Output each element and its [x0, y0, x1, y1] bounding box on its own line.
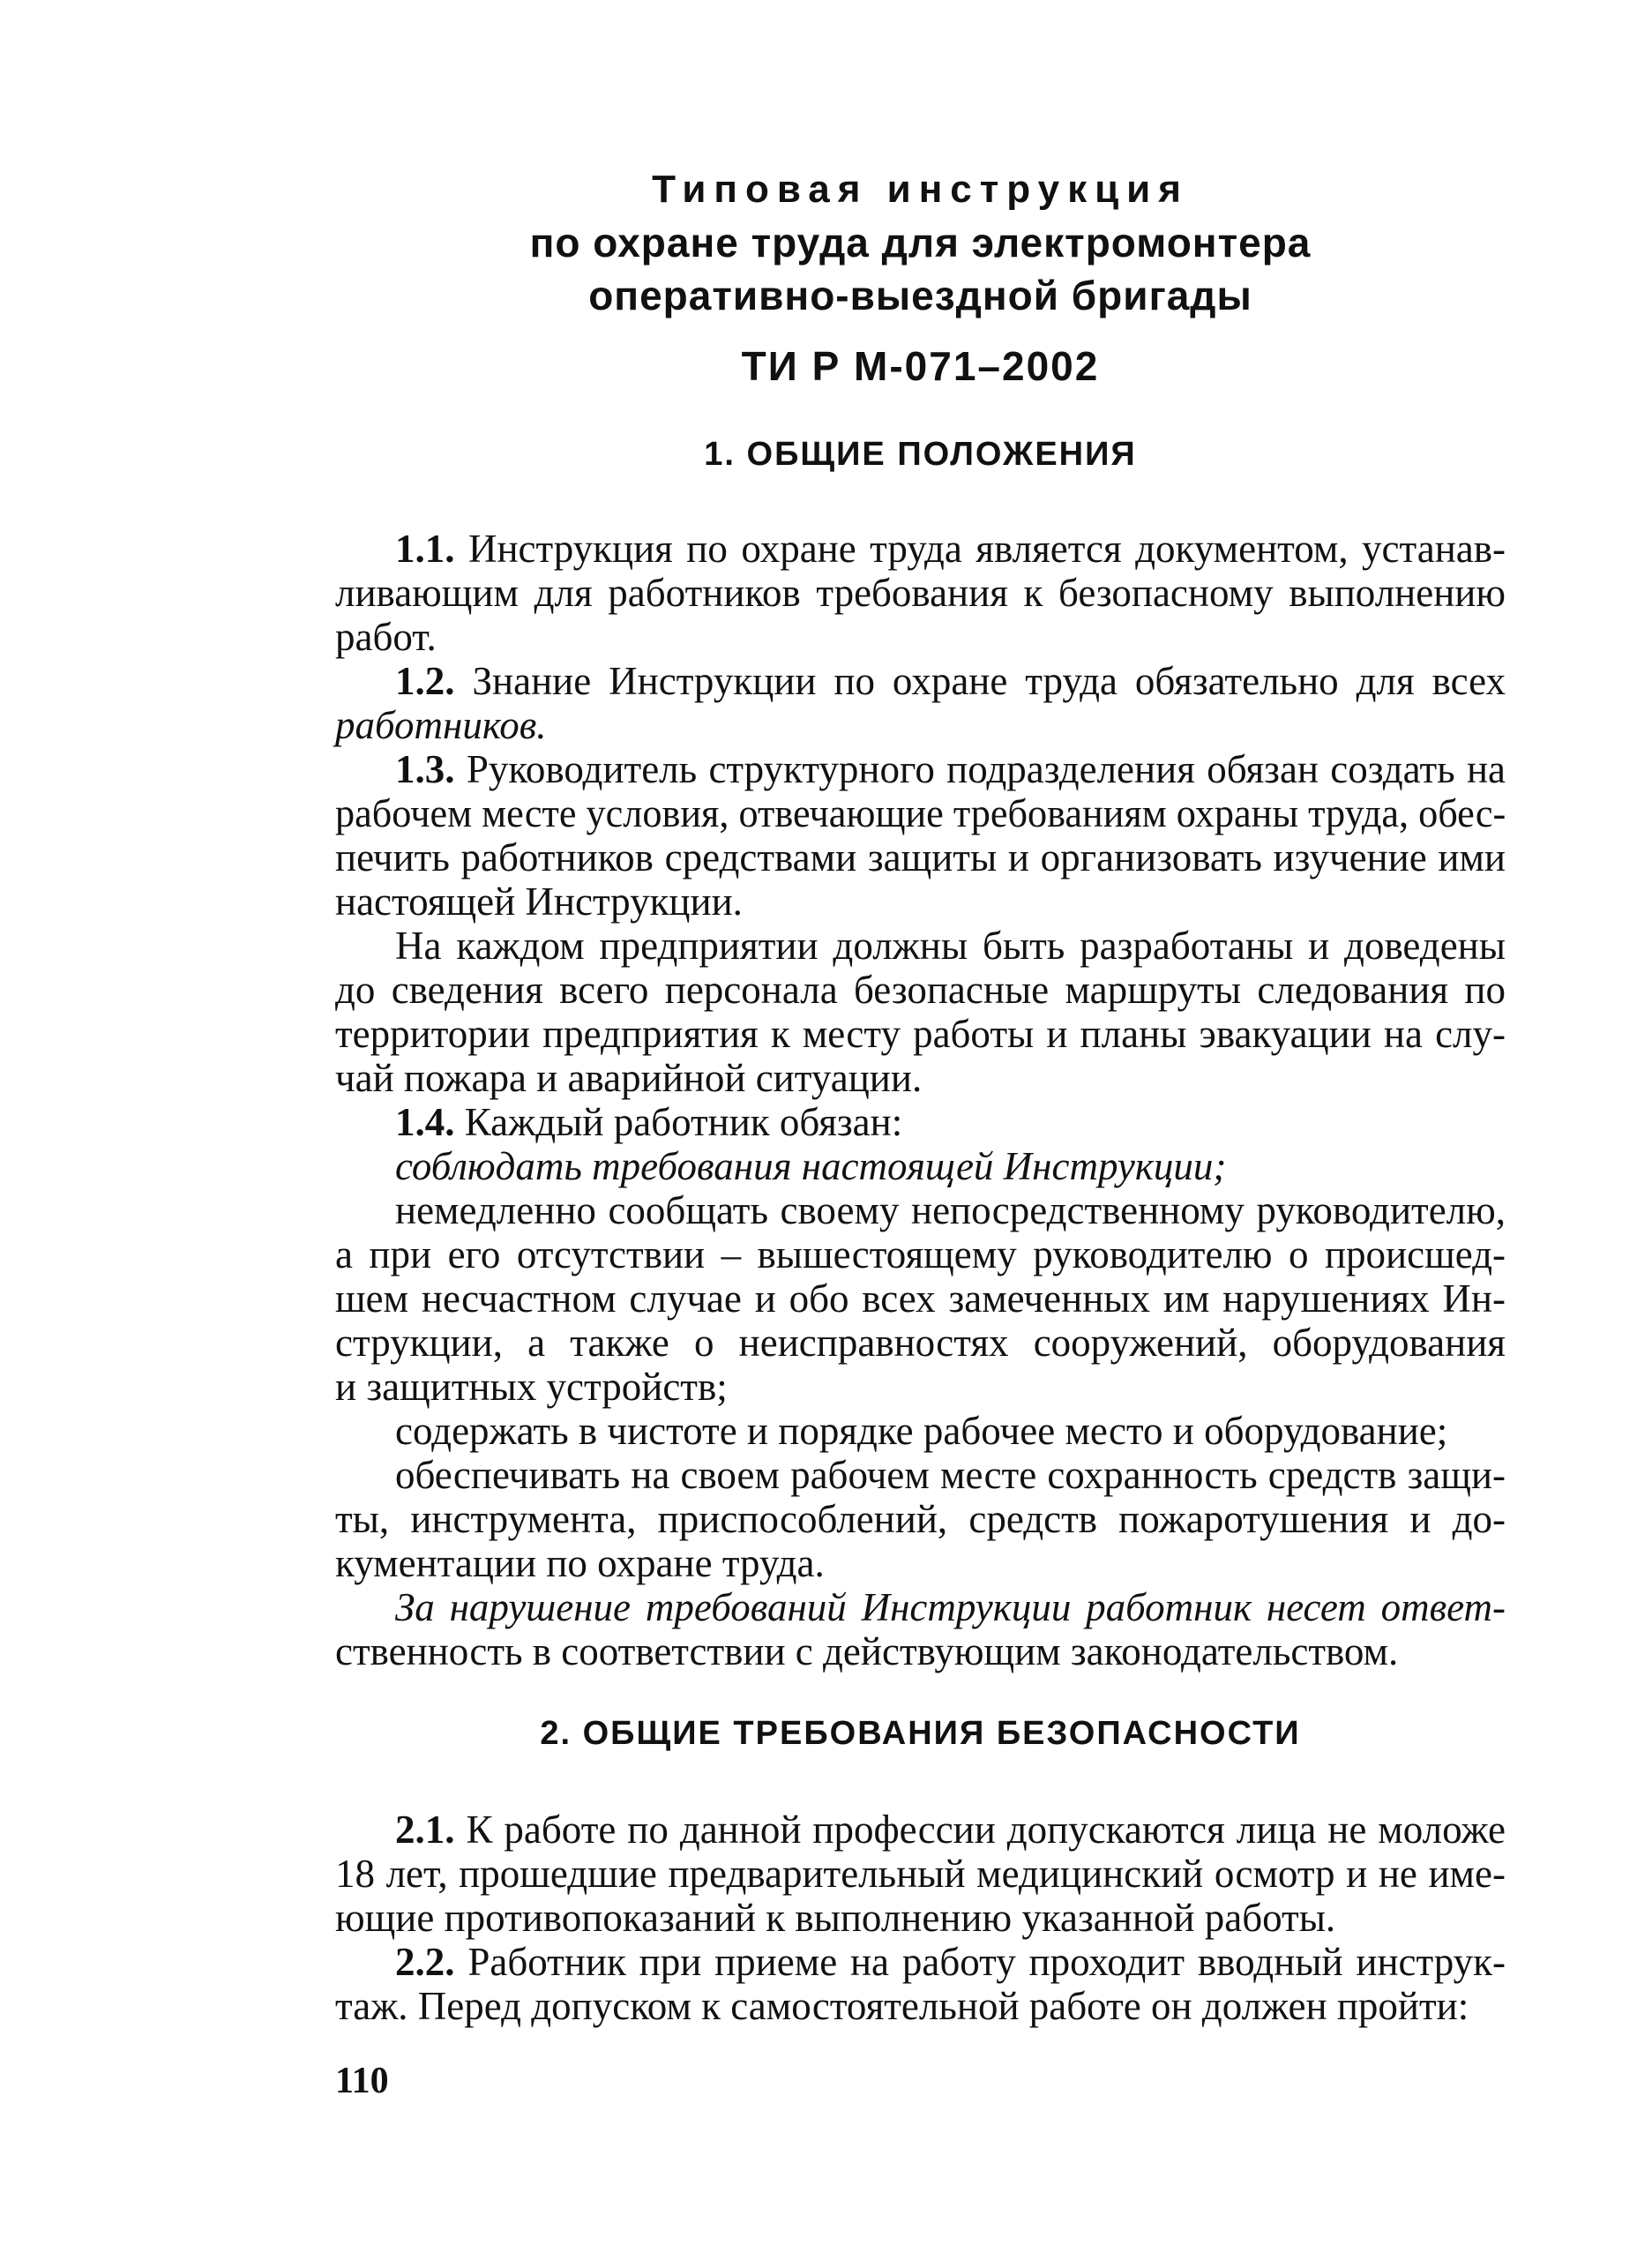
- line-text: до сведения всего персонала безопасные маршруты следования по: [335, 968, 1506, 1012]
- line-text: Инструкция по охране труда является документом, устанав-: [467, 527, 1506, 571]
- text-line: [335, 703, 1506, 747]
- line-text: шем несчастном случае и обо всех замеченных им нарушениях Ин-: [335, 1276, 1506, 1321]
- text-line: [335, 1321, 1506, 1365]
- clause-number: 1.4.: [395, 1100, 455, 1144]
- clause-number: 1.1.: [395, 527, 455, 571]
- section-heading-2: 2. ОБЩИЕ ТРЕБОВАНИЯ БЕЗОПАСНОСТИ: [540, 1715, 1301, 1752]
- line-text: Каждый работник обязан:: [464, 1100, 903, 1144]
- line-text: ливающим для работников требования к безопасному выполнению: [335, 571, 1506, 615]
- line-text: и защитных устройств;: [335, 1365, 728, 1409]
- clause-number: 2.2.: [395, 1940, 455, 1984]
- text-line: [335, 1232, 1506, 1276]
- text-line: [335, 747, 1506, 791]
- line-text: 18 лет, прошедшие предварительный медицинский осмотр и не име-: [335, 1852, 1506, 1896]
- text-line: [335, 571, 1506, 615]
- line-text: К работе по данной профессии допускаются лица не моложе: [466, 1808, 1506, 1852]
- text-line: [335, 1585, 1506, 1629]
- paragraph: [335, 1144, 1506, 1188]
- text-line: [335, 1497, 1506, 1541]
- line-text: ты, инструмента, приспособлений, средств пожаротушения и до-: [335, 1497, 1506, 1541]
- line-text: работников.: [335, 703, 547, 747]
- paragraph: [335, 1188, 1506, 1409]
- text-line: [335, 1453, 1506, 1497]
- line-text: На каждом предприятии должны быть разработаны и доведены: [395, 924, 1506, 968]
- text-line: [335, 791, 1506, 835]
- section-1-body: [335, 527, 1506, 1673]
- paragraph: [335, 1940, 1506, 2028]
- line-text: работ.: [335, 615, 437, 659]
- text-line: [335, 527, 1506, 571]
- paragraph: [335, 1808, 1506, 1940]
- line-text: немедленно сообщать своему непосредственному руководителю,: [395, 1188, 1506, 1232]
- line-text: Руководитель структурного подразделения обязан создать на: [466, 747, 1506, 791]
- line-text: соблюдать требования настоящей Инструкции;: [395, 1144, 1227, 1188]
- text-line: [335, 615, 1506, 659]
- section-heading-1: 1. ОБЩИЕ ПОЛОЖЕНИЯ: [704, 436, 1137, 473]
- line-text: обеспечивать на своем рабочем месте сохранность средств защи-: [395, 1453, 1506, 1497]
- paragraph: [335, 527, 1506, 659]
- line-text: струкции, а также о неисправностях сооружений, оборудования: [335, 1321, 1506, 1365]
- paragraph: [335, 1100, 1506, 1144]
- text-line: [335, 1541, 1506, 1585]
- text-line: [335, 1144, 1506, 1188]
- paragraph: [335, 747, 1506, 924]
- line-text: чай пожара и аварийной ситуации.: [335, 1056, 923, 1100]
- document-title-line-3: оперативно-выездной бригады: [588, 273, 1252, 318]
- clause-number: 1.3.: [395, 747, 455, 791]
- text-line: [335, 924, 1506, 968]
- paragraph: [335, 659, 1506, 747]
- paragraph: [335, 1453, 1506, 1585]
- text-line: [335, 835, 1506, 880]
- text-line: [335, 1940, 1506, 1984]
- text-line: [335, 1629, 1506, 1673]
- text-line: [335, 1276, 1506, 1321]
- line-text: таж. Перед допуском к самостоятельной работе он должен пройти:: [335, 1984, 1469, 2028]
- line-text: За нарушение требований Инструкции работник несет ответ-: [395, 1585, 1506, 1629]
- page-number: 110: [335, 2061, 389, 2101]
- text-line: [335, 1852, 1506, 1896]
- line-text: кументации по охране труда.: [335, 1541, 825, 1585]
- text-line: [335, 1188, 1506, 1232]
- line-text: территории предприятия к месту работы и планы эвакуации на слу-: [335, 1012, 1506, 1056]
- text-line: [335, 1409, 1506, 1453]
- line-text: а при его отсутствии – вышестоящему руководителю о происшед-: [335, 1232, 1506, 1276]
- document-title-line-2: по охране труда для электромонтера: [529, 220, 1312, 266]
- line-text: содержать в чистоте и порядке рабочее место и оборудование;: [395, 1409, 1448, 1453]
- line-text: Знание Инструкции по охране труда обязательно для всех: [472, 659, 1506, 703]
- line-text: печить работников средствами защиты и организовать изучение ими: [335, 835, 1506, 880]
- document-code: ТИ Р М-071–2002: [741, 343, 1100, 389]
- line-text: рабочем месте условия, отвечающие требованиям охраны труда, обес-: [335, 791, 1506, 835]
- text-line: [335, 659, 1506, 703]
- clause-number: 1.2.: [395, 659, 455, 703]
- text-line: [335, 968, 1506, 1012]
- text-line: [335, 1808, 1506, 1852]
- text-line: [335, 1365, 1506, 1409]
- text-line: [335, 1984, 1506, 2028]
- paragraph: [335, 1409, 1506, 1453]
- line-text: настоящей Инструкции.: [335, 880, 743, 924]
- line-text: ющие противопоказаний к выполнению указанной работы.: [335, 1896, 1336, 1940]
- text-line: [335, 880, 1506, 924]
- paragraph: [335, 924, 1506, 1100]
- text-line: [335, 1100, 1506, 1144]
- paragraph: [335, 1585, 1506, 1673]
- line-text: ственность в соответствии с действующим законодательством.: [335, 1629, 1399, 1673]
- document-title-line-1: Типовая инструкция: [652, 168, 1189, 211]
- line-text: Работник при приеме на работу проходит вводный инструк-: [467, 1940, 1506, 1984]
- text-line: [335, 1056, 1506, 1100]
- text-line: [335, 1896, 1506, 1940]
- section-2-body: [335, 1808, 1506, 2028]
- text-line: [335, 1012, 1506, 1056]
- clause-number: 2.1.: [395, 1808, 455, 1852]
